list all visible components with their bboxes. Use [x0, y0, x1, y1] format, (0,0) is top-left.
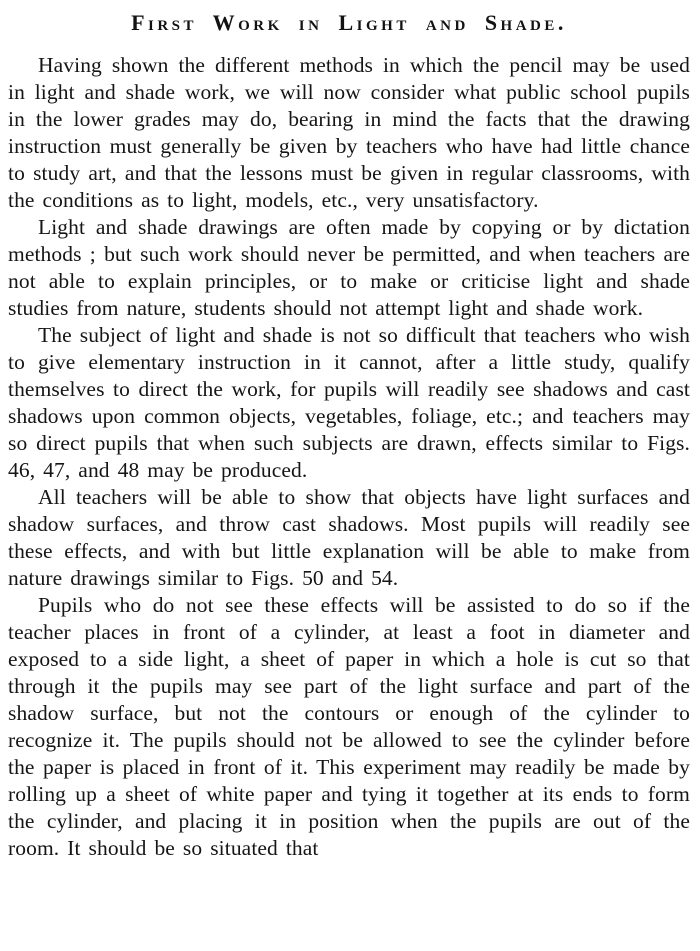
page-body — [8, 52, 690, 862]
paragraph-3: The subject of light and shade is not so difficult that teachers who wish to give elementary instruction in it cannot, after a little study, qualify themselves to direct the work, for pupils will readily see shadows and cast shadows upon common objects, vegetables, foliage, etc.; and teachers may so direct pupils that when such subjects are drawn, effects similar to Figs. 46, 47, and 48 may be produced. — [8, 323, 690, 482]
paragraph-5: Pupils who do not see these effects will be assisted to do so if the teacher places in front of a cylinder, at least a foot in diameter and exposed to a side light, a sheet of paper in which a hole is cut so that through it the pupils may see part of the light surface and part of the shadow surface, but not the contours or enough of the cylinder to recognize it. The pupils should not be allowed to see the cylinder before the paper is placed in front of it. This experiment may readily be made by rolling up a sheet of white paper and tying it together at its ends to form the cylinder, and placing it in position when the pupils are out of the room. It should be so situated that — [8, 593, 690, 860]
page-title: First Work in Light and Shade. — [131, 10, 567, 35]
paragraph-1: Having shown the different methods in which the pencil may be used in light and shade work, we will now consider what public school pupils in the lower grades may do, bearing in mind the facts that the drawing instruction must generally be given by teachers who have had little chance to study art, and that the lessons must be given in regular classrooms, with the conditions as to light, models, etc., very unsatisfactory. — [8, 53, 690, 212]
paragraph-4: All teachers will be able to show that objects have light surfaces and shadow surfaces, and throw cast shadows. Most pupils will readily see these effects, and with but little explanation will be able to make from nature drawings similar to Figs. 50 and 54. — [8, 485, 690, 590]
paragraph-2: Light and shade drawings are often made by copying or by dictation methods ; but such work should never be permitted, and when teachers are not able to explain principles, or to make or criticise light and shade studies from nature, students should not attempt light and shade work. — [8, 215, 690, 320]
